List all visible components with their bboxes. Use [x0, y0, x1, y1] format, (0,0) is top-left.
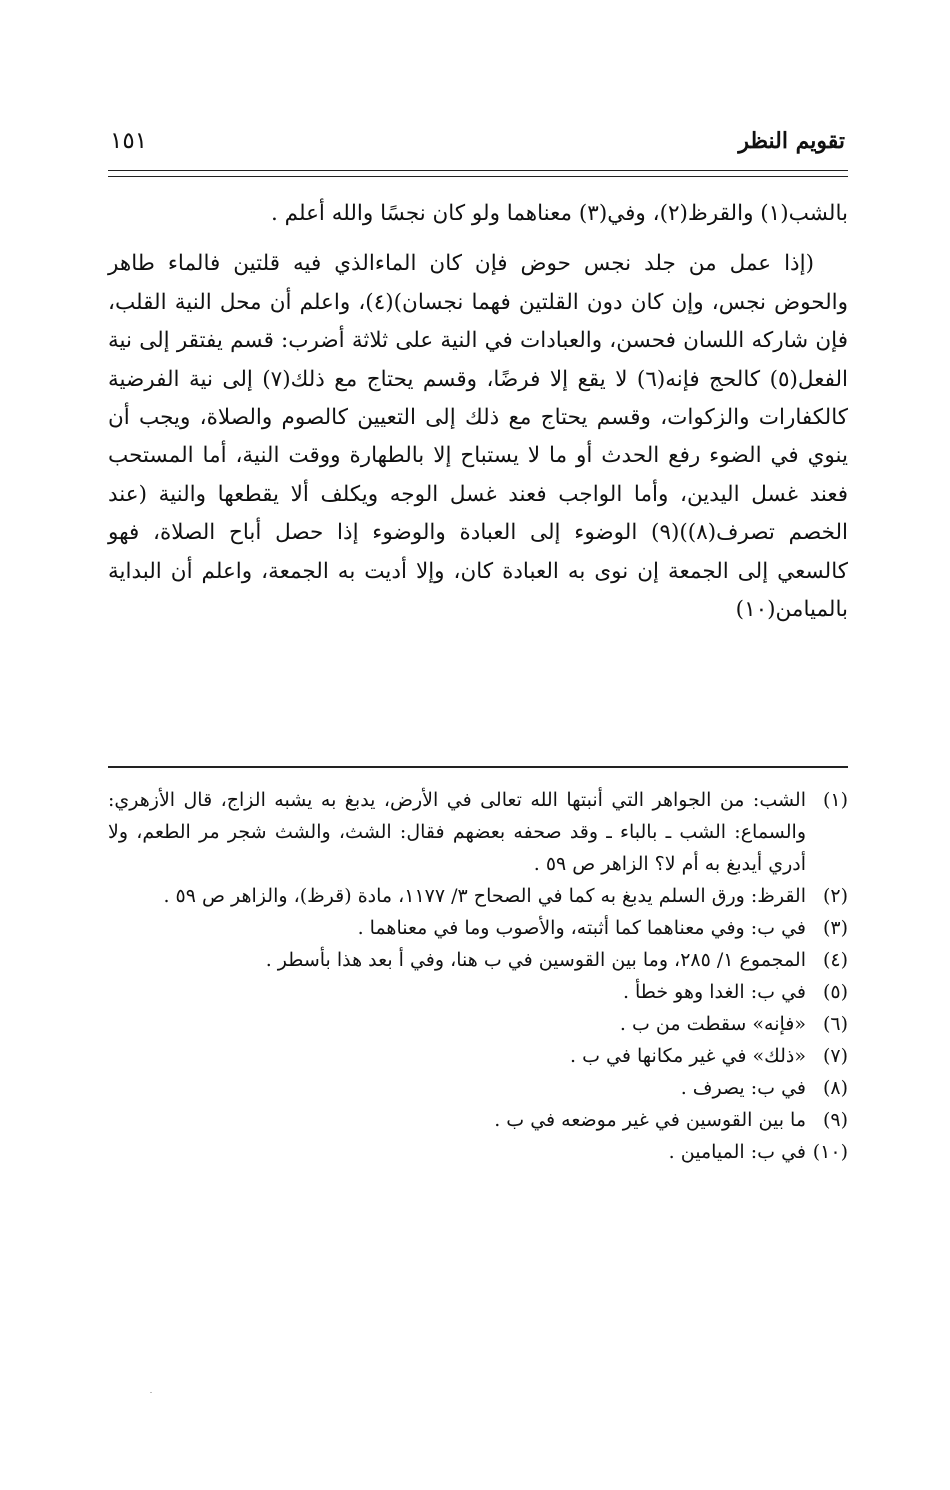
- footnote-text: في ب: يصرف .: [680, 1077, 806, 1099]
- page-number: ١٥١: [110, 128, 148, 154]
- page-speck: [150, 1392, 152, 1393]
- footnote-number: (٦): [822, 1013, 848, 1035]
- footnote-10: [108, 1136, 848, 1168]
- footnote-number: (٩): [822, 1109, 848, 1131]
- header-double-rule: [108, 170, 848, 177]
- running-header: [110, 128, 845, 164]
- footnote-number: (٥): [822, 981, 848, 1003]
- footnote-number: (٧): [822, 1045, 848, 1067]
- footnote-1: [108, 784, 848, 880]
- footnotes: [108, 784, 848, 1168]
- footnote-3: [108, 912, 848, 944]
- footnote-number: (٨): [822, 1077, 848, 1099]
- footnote-text: القرظ: ورق السلم يدبغ به كما في الصحاح ٣/ ١١٧٧، مادة (قرظ)، والزاهر ص ٥٩ .: [163, 885, 806, 907]
- paragraph-1: بالشب(١) والقرظ(٢)، وفي(٣) معناهما ولو كان نجسًا والله أعلم .: [270, 201, 848, 226]
- footnote-divider: [108, 766, 848, 768]
- footnote-text: في ب: وفي معناهما كما أثبته، والأصوب وما في معناهما .: [357, 917, 806, 939]
- footnote-text: «فإنه» سقطت من ب .: [619, 1013, 806, 1035]
- footnote-number: (٣): [822, 917, 848, 939]
- footnote-6: [108, 1008, 848, 1040]
- footnote-number: (١): [822, 789, 848, 811]
- footnote-text: «ذلك» في غير مكانها في ب .: [570, 1045, 806, 1067]
- footnote-text: ما بين القوسين في غير موضعه في ب .: [494, 1109, 806, 1131]
- footnote-5: [108, 976, 848, 1008]
- footnote-text: المجموع ١/ ٢٨٥، وما بين القوسين في ب هنا، وفي أ بعد هذا بأسطر .: [265, 949, 806, 971]
- running-title: تقويم النظر: [738, 128, 845, 154]
- footnote-text: في ب: الغدا وهو خطأ .: [622, 981, 806, 1003]
- footnote-text: في ب: الميامين .: [668, 1141, 806, 1163]
- footnote-number: (١٠): [812, 1141, 848, 1163]
- footnote-number: (٤): [822, 949, 848, 971]
- footnote-number: (٢): [822, 885, 848, 907]
- main-text: [108, 195, 848, 629]
- footnote-8: [108, 1072, 848, 1104]
- footnote-text: الشب: من الجواهر التي أنبتها الله تعالى في الأرض، يدبغ به يشبه الزاج، قال الأزهري: والسماع: الشب ـ بالباء ـ وقد صحفه بعضهم فقال: الشث، والشث شجر مر الطعم، ولا أدري أيدبغ به أم لا؟ الزاهر ص ٥٩ .: [108, 789, 806, 875]
- footnote-7: [108, 1040, 848, 1072]
- footnote-2: [108, 880, 848, 912]
- footnote-9: [108, 1104, 848, 1136]
- footnote-4: [108, 944, 848, 976]
- paragraph-2: (إذا عمل من جلد نجس حوض فإن كان الماءالذي فيه قلتين فالماء طاهر والحوض نجس، وإن كان دون القلتين فهما نجسان)(٤)، واعلم أن محل النية القلب، فإن شاركه اللسان فحسن، والعبادات في النية على ثلاثة أضرب: قسم يفتقر إلى نية الفعل(٥) كالحج فإنه(٦) لا يقع إلا فرضًا، وقسم يحتاج مع ذلك(٧) إلى نية الفرضية كالكفارات والزكوات، وقسم يحتاج مع ذلك إلى التعيين كالصوم والصلاة، ويجب أن ينوي في الضوء رفع الحدث أو ما لا يستباح إلا بالطهارة ووقت النية، أما المستحب فعند غسل اليدين، وأما الواجب فعند غسل الوجه ويكلف ألا يقطعها والنية (عند الخصم تصرف(٨))(٩) الوضوء إلى العبادة والوضوء إذا حصل أباح الصلاة، فهو كالسعي إلى الجمعة إن نوى به العبادة كان، وإلا أديت به الجمعة، واعلم أن البداية بالميامن(١٠): [108, 251, 849, 623]
